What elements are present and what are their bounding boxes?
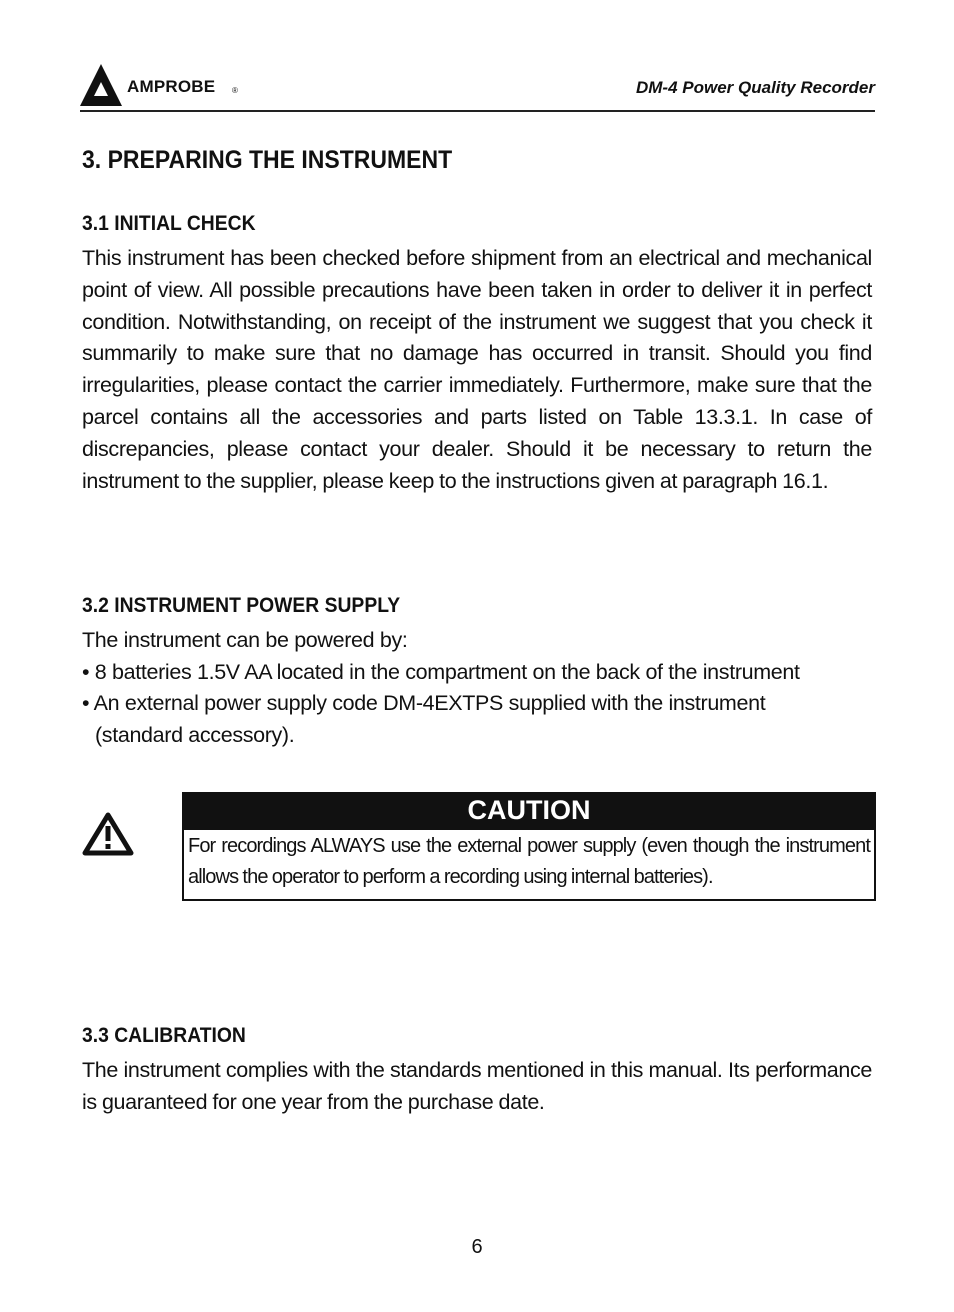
page-number: 6: [471, 1236, 483, 1258]
power-supply-heading: 3.2 INSTRUMENT POWER SUPPLY: [82, 594, 401, 617]
calibration-body: The instrument complies with the standards mentioned in this manual. Its performance is guaranteed for one year from the purchase date.: [82, 1058, 872, 1114]
logo-text: AMPROBE: [127, 77, 216, 96]
power-option-external-continued: (standard accessory).: [95, 723, 295, 747]
caution-text: For recordings ALWAYS use the external power supply (even though the instrument allows the operator to perform a recording using internal batteries).: [188, 835, 870, 888]
calibration-heading: 3.3 CALIBRATION: [82, 1024, 246, 1047]
caution-box: [182, 792, 876, 901]
initial-check-body: This instrument has been checked before shipment from an electrical and mechanical point of view. All possible precautions have been taken in order to deliver it in perfect condition. Notwithstanding, on receipt of the instrument we suggest that you check it summarily to make sure that no damage has occurred in transit. Should you find irregularities, please contact the carrier immediately. Furthermore, make sure that the parcel contains all the accessories and parts listed on Table 13.3.1. In case of discrepancies, please contact your dealer. Should it be necessary to return the instrument to the supplier, please keep to the instructions given at paragraph 16.1.: [82, 246, 872, 493]
document-title: DM-4 Power Quality Recorder: [635, 78, 875, 97]
page-header: [80, 60, 875, 112]
power-supply-intro: The instrument can be powered by:: [82, 628, 408, 652]
registered-mark: ®: [232, 86, 238, 95]
amprobe-logo: [80, 62, 260, 108]
initial-check-heading: 3.1 INITIAL CHECK: [82, 212, 256, 235]
section-title: 3. PREPARING THE INSTRUMENT: [82, 146, 453, 174]
power-option-external: • An external power supply code DM-4EXTPS supplied with the instrument: [82, 691, 766, 715]
power-option-batteries: • 8 batteries 1.5V AA located in the compartment on the back of the instrument: [82, 660, 800, 684]
caution-title: CAUTION: [184, 794, 874, 830]
amprobe-logo-icon: [80, 62, 128, 108]
warning-triangle-icon: [82, 812, 134, 856]
